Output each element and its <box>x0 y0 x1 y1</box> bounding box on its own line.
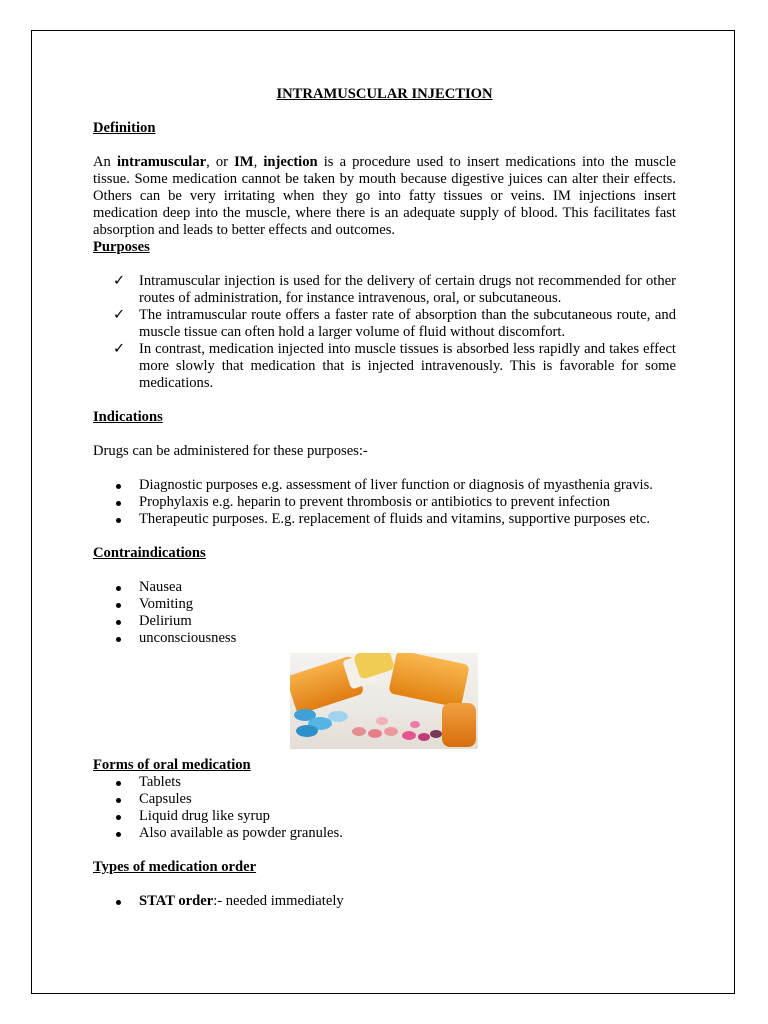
check-icon: ✓ <box>113 273 126 289</box>
bullet-icon <box>116 798 121 803</box>
purposes-list <box>93 273 676 392</box>
medication-photo <box>290 653 478 749</box>
list-item: Therapeutic purposes. E.g. replacement of fluids and vitamins, supportive purposes etc. <box>93 511 676 528</box>
types-list <box>93 893 676 910</box>
list-item: Delirium <box>93 613 676 630</box>
bullet-icon <box>116 620 121 625</box>
list-item: ✓ In contrast, medication injected into muscle tissues is absorbed less rapidly and takes effect more slowly that medication that is injected intravenously. This is favorable for some medications. <box>113 341 676 391</box>
bullet-icon <box>116 501 121 506</box>
bullet-icon <box>116 518 121 523</box>
list-item: Liquid drug like syrup <box>93 808 676 825</box>
bullet-icon <box>116 815 121 820</box>
bullet-icon <box>116 603 121 608</box>
contraindications-list <box>93 579 676 647</box>
indications-intro: Drugs can be administered for these purposes:- <box>93 443 368 459</box>
list-item: Tablets <box>93 774 676 791</box>
document-title: INTRAMUSCULAR INJECTION <box>276 86 493 102</box>
indications-list <box>93 477 676 528</box>
list-item: unconsciousness <box>93 630 676 647</box>
bullet-icon <box>116 586 121 591</box>
forms-list <box>93 774 676 842</box>
check-icon: ✓ <box>113 307 126 323</box>
forms-heading: Forms of oral medication <box>93 757 251 773</box>
list-item: ✓ Intramuscular injection is used for the delivery of certain drugs not recommended for other routes of administration, for instance intravenous, oral, or subcutaneous. <box>113 273 676 306</box>
contraindications-heading: Contraindications <box>93 545 206 561</box>
list-item: STAT order:- needed immediately <box>93 893 676 910</box>
document-content <box>93 86 676 910</box>
list-item: Vomiting <box>93 596 676 613</box>
list-item: Diagnostic purposes e.g. assessment of liver function or diagnosis of myasthenia gravis. <box>93 477 676 494</box>
bullet-icon <box>116 781 121 786</box>
list-item: Also available as powder granules. <box>93 825 676 842</box>
bullet-icon <box>116 637 121 642</box>
bullet-icon <box>116 832 121 837</box>
definition-paragraph: An intramuscular, or IM, injection is a procedure used to insert medications into the muscle tissue. Some medication cannot be taken by mouth because digestive juices can alter their effects. Others can be very irritating when they go into fatty tissues or veins. IM injections insert medication deep into the muscle, where there is an adequate supply of blood. This facilitates fast absorption and leads to better effects and outcomes. <box>93 154 676 238</box>
list-item: Nausea <box>93 579 676 596</box>
bullet-icon <box>116 484 121 489</box>
list-item: Capsules <box>93 791 676 808</box>
list-item: ✓ The intramuscular route offers a faster rate of absorption than the subcutaneous route, and muscle tissue can often hold a larger volume of fluid without discomfort. <box>113 307 676 340</box>
indications-heading: Indications <box>93 409 163 425</box>
definition-heading: Definition <box>93 120 156 136</box>
types-heading: Types of medication order <box>93 859 257 875</box>
list-item: Prophylaxis e.g. heparin to prevent thrombosis or antibiotics to prevent infection <box>93 494 676 511</box>
check-icon: ✓ <box>113 341 126 357</box>
purposes-heading: Purposes <box>93 239 150 255</box>
bullet-icon <box>116 900 121 905</box>
